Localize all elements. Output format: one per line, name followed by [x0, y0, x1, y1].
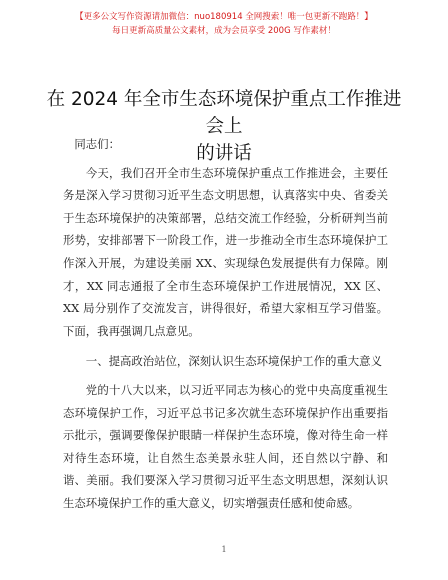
page-number: 1	[221, 545, 227, 554]
document-body	[63, 133, 388, 515]
promo-banner-line-2: 每日更新高质量公文素材，成为会员享受 200G 写作素材！	[112, 26, 336, 36]
paragraph-significance: 党的十八大以来，以习近平同志为核心的党中央高度重视生态环境保护工作，习近平总书记多次就生态环境保护作出重要指示批示，强调要像保护眼睛一样保护生态环境，像对待生命一样对待生态环境，让自然生态美景永驻人间，还自然以宁静、和谐、美丽。我们要深入学习贯彻习近平生态文明思想，深刻认识生态环境保护工作的重大意义，切实增强责任感和使命感。	[63, 382, 388, 510]
paragraph-intro: 今天，我们召开全市生态环境保护重点工作推进会，主要任务是深入学习贯彻习近平生态文明思想，认真落实中央、省委关于生态环境保护的决策部署，总结交流工作经验，分析研判当前形势，安排部署下一阶段工作，进一步推动全市生态环境保护工作深入开展，为建设美丽 XX、实现绿色发展提供有力保障。刚才，XX 同志通报了全市生态环境保护工作进展情况，XX 区、XX 局分别作了交流发言，讲得很好，希望大家相互学习借鉴。下面，我再强调几点意见。	[63, 165, 388, 338]
document-title-line-2: 的讲话	[196, 143, 252, 164]
promo-banner	[0, 10, 448, 38]
section-heading-1: 一、提高政治站位，深刻认识生态环境保护工作的重大意义	[85, 354, 382, 369]
promo-banner-line-1: 【更多公文写作资源请加微信：nuo180914 全网搜索！唯一包更新不跑路！】	[75, 12, 373, 22]
document-title-line-1: 在 2024 年全市生态环境保护重点工作推进会上	[46, 89, 402, 137]
salutation: 同志们：	[74, 137, 120, 151]
